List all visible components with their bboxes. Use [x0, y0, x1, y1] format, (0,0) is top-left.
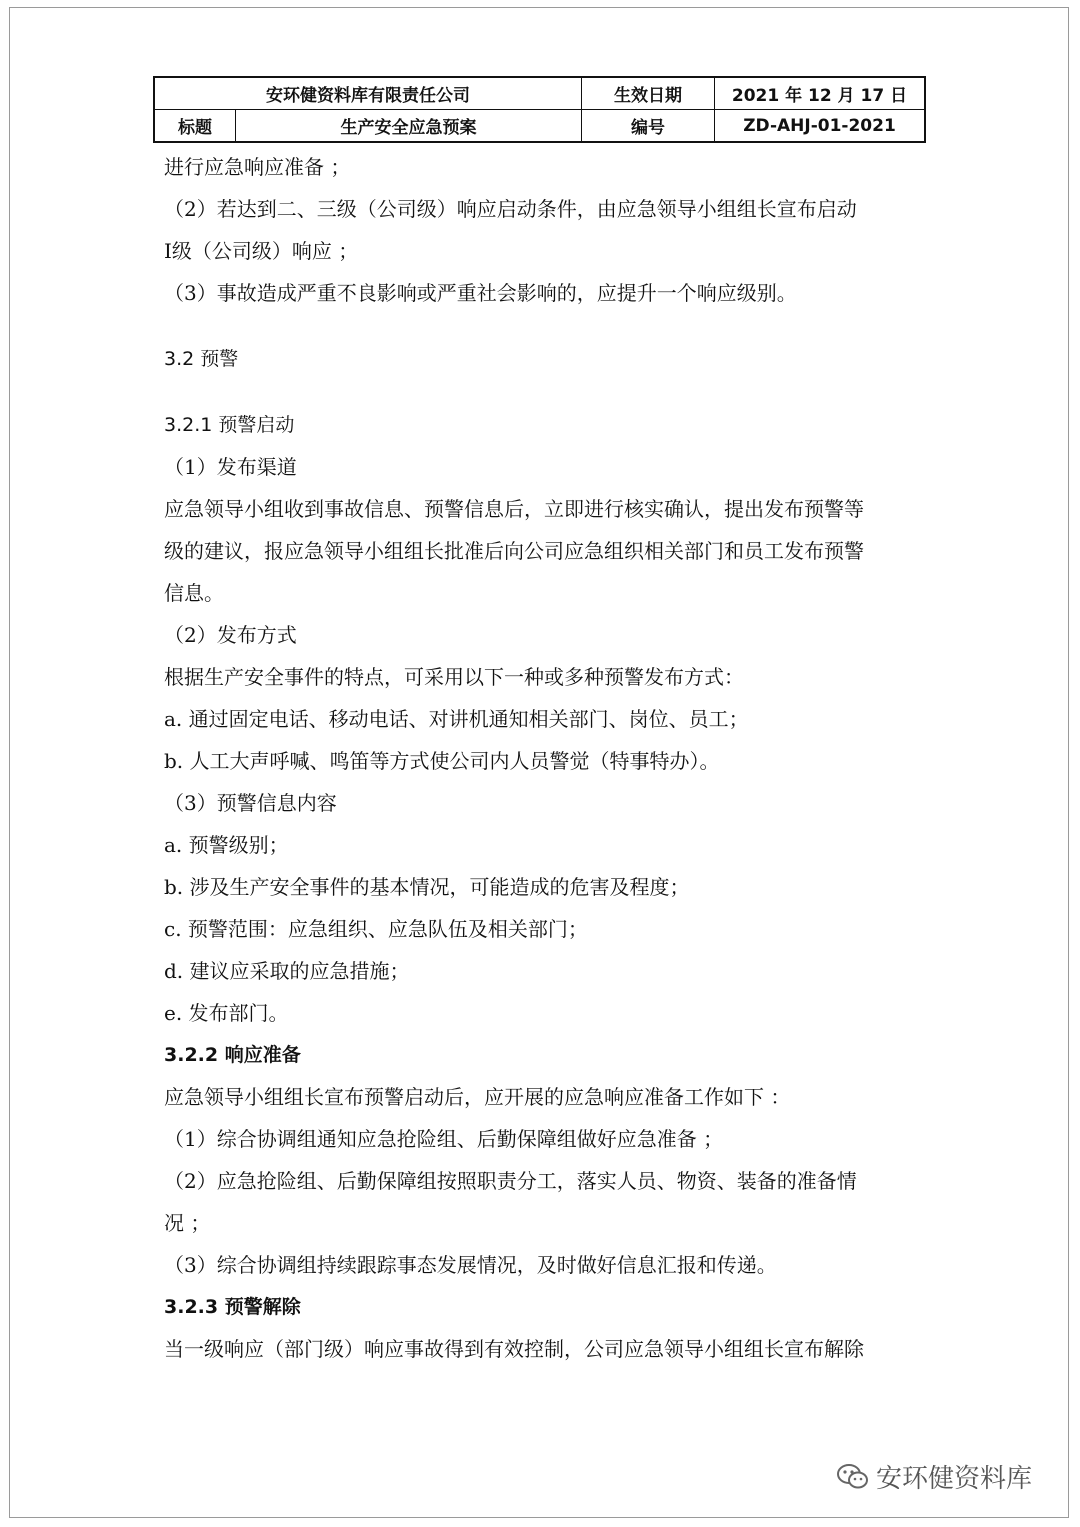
paragraph-line: （3）事故造成严重不良影响或严重社会影响的，应提升一个响应级别。 — [164, 281, 797, 305]
company-name: 安环健资料库有限责任公司 — [154, 77, 582, 110]
paragraph-line: 根据生产安全事件的特点，可采用以下一种或多种预警发布方式： — [164, 665, 744, 689]
list-item: 况 ； — [164, 1211, 211, 1235]
watermark — [836, 1458, 1032, 1495]
paragraph-line: 应急领导小组收到事故信息、预警信息后，立即进行核实确认，提出发布预警等 — [164, 497, 864, 521]
list-item: e. 发布部门。 — [164, 1001, 289, 1025]
document-code: ZD-AHJ-01-2021 — [715, 110, 926, 143]
title-label: 标题 — [154, 110, 236, 143]
document-body — [164, 146, 924, 1370]
wechat-icon — [836, 1462, 870, 1492]
list-item: （1）综合协调组通知应急抢险组、后勤保障组做好应急准备 ； — [164, 1127, 724, 1151]
code-label: 编号 — [582, 110, 715, 143]
document-title: 生产安全应急预案 — [236, 110, 582, 143]
watermark-text: 安环健资料库 — [876, 1464, 1033, 1494]
paragraph-line: 信息。 — [164, 581, 224, 605]
section-heading-3-2-2: 3.2.2 响应准备 — [164, 1044, 301, 1066]
paragraph-line: （1）发布渠道 — [164, 455, 297, 479]
list-item: d. 建议应采取的应急措施； — [164, 959, 410, 983]
list-item: b. 涉及生产安全事件的基本情况，可能造成的危害及程度； — [164, 875, 690, 899]
section-heading-3-2-3: 3.2.3 预警解除 — [164, 1296, 301, 1318]
paragraph-line: （2）发布方式 — [164, 623, 297, 647]
list-item: （2）应急抢险组、后勤保障组按照职责分工，落实人员、物资、装备的准备情 — [164, 1169, 857, 1193]
list-item: a. 预警级别； — [164, 833, 289, 857]
document-header-table — [153, 76, 926, 143]
effective-date-value: 2021 年 12 月 17 日 — [715, 77, 926, 110]
paragraph-line: 进行应急响应准备 ； — [164, 155, 351, 179]
list-item: a. 通过固定电话、移动电话、对讲机通知相关部门、岗位、员工； — [164, 707, 749, 731]
list-item: （3）综合协调组持续跟踪事态发展情况，及时做好信息汇报和传递。 — [164, 1253, 777, 1277]
section-heading-3-2: 3.2 预警 — [164, 348, 239, 370]
paragraph-line: （2）若达到二、三级（公司级）响应启动条件，由应急领导小组组长宣布启动 — [164, 197, 857, 221]
paragraph-line: Ⅰ级（公司级）响应 ； — [164, 239, 359, 263]
section-heading-3-2-1: 3.2.1 预警启动 — [164, 414, 295, 436]
list-item: b. 人工大声呼喊、鸣笛等方式使公司内人员警觉（特事特办）。 — [164, 749, 720, 773]
effective-date-label: 生效日期 — [582, 77, 715, 110]
paragraph-line: 当一级响应（部门级）响应事故得到有效控制，公司应急领导小组组长宣布解除 — [164, 1337, 864, 1361]
paragraph-line: 应急领导小组组长宣布预警启动后，应开展的应急响应准备工作如下 ： — [164, 1085, 791, 1109]
list-item: c. 预警范围：应急组织、应急队伍及相关部门； — [164, 917, 588, 941]
paragraph-line: （3）预警信息内容 — [164, 791, 337, 815]
paragraph-line: 级的建议，报应急领导小组组长批准后向公司应急组织相关部门和员工发布预警 — [164, 539, 864, 563]
